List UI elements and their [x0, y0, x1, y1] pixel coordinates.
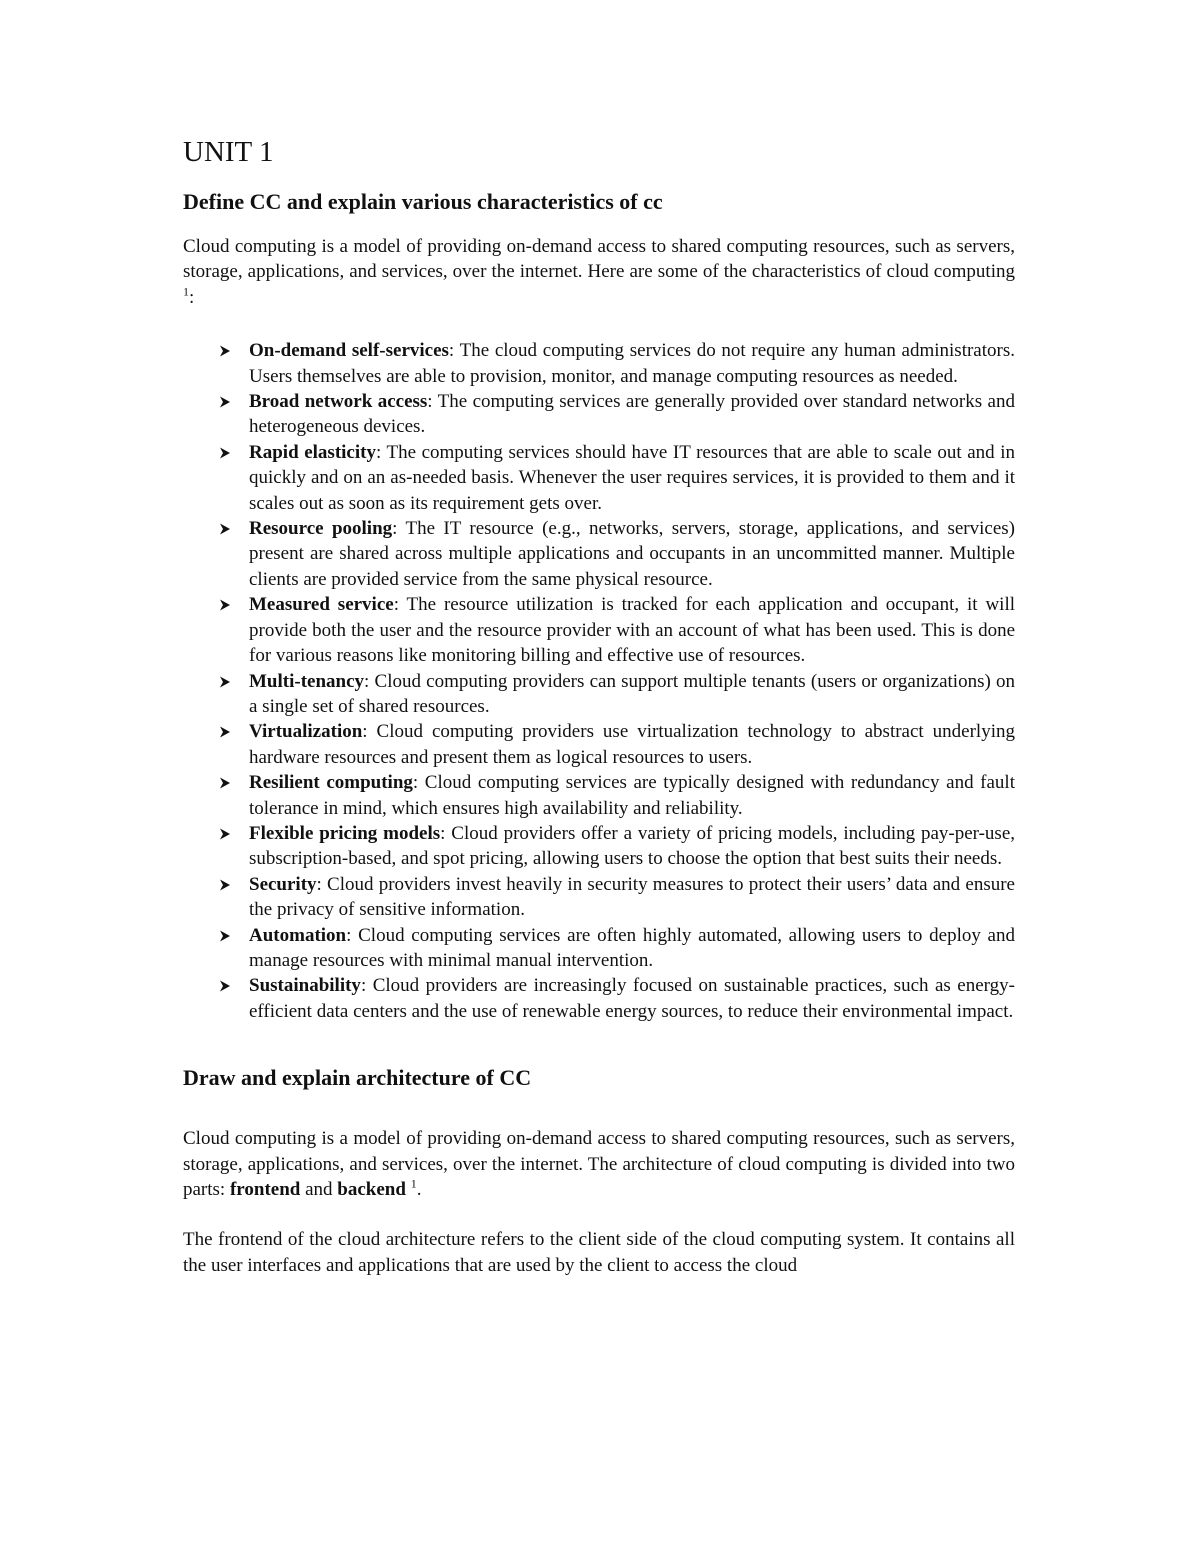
characteristic-item	[183, 923, 1015, 974]
characteristic-term: Resource pooling	[249, 518, 393, 540]
section2-heading: Draw and explain architecture of CC	[183, 1065, 532, 1091]
characteristic-description: : Cloud providers offer a variety of pricing models, including pay-per-use, subscription-based, and spot pricing, allowing users to choose the option that best suits their needs.	[249, 822, 1015, 870]
characteristic-description: : The IT resource (e.g., networks, servers, storage, applications, and services) present are shared across multiple applications and occupants in an uncommitted manner. Multiple clients are provided service from the same physical resource.	[249, 518, 1016, 590]
arrowhead-bullet-icon	[219, 980, 231, 992]
characteristic-description: : The cloud computing services do not require any human administrators. Users themselves are able to provision, monitor, and manage computing resources as needed.	[249, 340, 1015, 387]
characteristic-item	[183, 872, 1015, 923]
section1-intro-ref: 1	[183, 284, 189, 299]
characteristic-term: Multi-tenancy	[249, 670, 365, 692]
characteristic-item	[183, 592, 1015, 668]
arrowhead-bullet-icon	[219, 396, 231, 408]
characteristic-description: : Cloud computing services are often highly automated, allowing users to deploy and manage resources with minimal manual intervention.	[249, 924, 1015, 971]
section2-intro-end: .	[416, 1179, 422, 1200]
characteristic-description: : Cloud computing providers use virtualization technology to abstract underlying hardware resources and present them as logical resources to users.	[249, 721, 1015, 768]
arrowhead-bullet-icon	[219, 523, 231, 535]
characteristic-item	[183, 669, 1015, 720]
arrowhead-bullet-icon	[219, 879, 231, 891]
characteristic-item	[183, 440, 1015, 516]
characteristic-item	[183, 770, 1015, 821]
characteristic-term: Automation	[249, 924, 347, 946]
section1-intro-text: Cloud computing is a model of providing on-demand access to shared computing resources, such as servers, storage, applications, and services, over the internet. Here are some of the characteristics of cloud computing	[183, 236, 1015, 283]
section2-intro	[183, 1126, 1015, 1202]
characteristic-term: Virtualization	[249, 721, 363, 743]
arrowhead-bullet-icon	[219, 726, 231, 738]
arrowhead-bullet-icon	[219, 777, 231, 789]
frontend-paragraph: The frontend of the cloud architecture refers to the client side of the cloud computing system. It contains all the user interfaces and applications that are used by the client to access the cloud	[183, 1229, 1015, 1276]
characteristic-term: Resilient computing	[249, 772, 413, 794]
frontend-term: frontend	[229, 1179, 301, 1200]
arrowhead-bullet-icon	[219, 930, 231, 942]
characteristics-list	[183, 338, 1015, 1024]
section1-heading: Define CC and explain various characteristics of cc	[183, 189, 663, 214]
characteristic-description: : Cloud computing providers can support multiple tenants (users or organizations) on a single set of shared resources.	[249, 670, 1015, 717]
characteristic-term: Flexible pricing models	[249, 822, 441, 844]
arrowhead-bullet-icon	[219, 345, 231, 357]
unit-title: UNIT 1	[183, 136, 274, 168]
arrowhead-bullet-icon	[219, 828, 231, 840]
characteristic-description: : The resource utilization is tracked for each application and occupant, it will provide both the user and the resource provider with an account of what has been used. This is done for various reasons like monitoring billing and effective use of resources.	[249, 594, 1016, 667]
characteristic-term: Broad network access	[249, 391, 428, 413]
section1-intro-end: :	[189, 286, 195, 308]
characteristic-description: : Cloud computing services are typically designed with redundancy and fault tolerance in mind, which ensures high availability and reliability.	[249, 772, 1015, 819]
document-page	[183, 134, 1015, 1278]
characteristic-item	[183, 338, 1015, 389]
characteristic-description: : Cloud providers are increasingly focused on sustainable practices, such as energy-efficient data centers and the use of renewable energy sources, to reduce their environmental impact.	[249, 975, 1015, 1022]
backend-term: backend	[337, 1179, 406, 1200]
arrowhead-bullet-icon	[219, 599, 231, 611]
section2-intro-ref: 1	[410, 1176, 417, 1191]
section1-intro	[183, 234, 1015, 310]
characteristic-item	[183, 973, 1015, 1024]
section2-intro-text: Cloud computing is a model of providing on-demand access to shared computing resources, such as servers, storage, applications, and services, over the internet. The architecture of cloud computing is divided into two parts:	[183, 1128, 1015, 1200]
characteristic-item	[183, 516, 1015, 592]
characteristic-description: : The computing services should have IT resources that are able to scale out and in quickly and on an as-needed basis. Whenever the user requires services, it is provided to them and it scales out as soon as its requirement gets over.	[249, 441, 1015, 514]
arrowhead-bullet-icon	[219, 676, 231, 688]
characteristic-term: Measured service	[249, 594, 394, 616]
characteristic-description: : The computing services are generally provided over standard networks and heterogeneous devices.	[249, 391, 1015, 438]
characteristic-term: On-demand self-services	[249, 340, 449, 362]
characteristic-term: Rapid elasticity	[249, 441, 376, 463]
arrowhead-bullet-icon	[219, 447, 231, 459]
characteristic-item	[183, 719, 1015, 770]
characteristic-term: Sustainability	[249, 975, 361, 997]
and-word: and	[300, 1179, 338, 1200]
characteristic-term: Security	[249, 873, 317, 895]
characteristic-description: : Cloud providers invest heavily in security measures to protect their users’ data and ensure the privacy of sensitive information.	[249, 873, 1015, 921]
characteristic-item	[183, 389, 1015, 440]
characteristic-item	[183, 821, 1015, 872]
